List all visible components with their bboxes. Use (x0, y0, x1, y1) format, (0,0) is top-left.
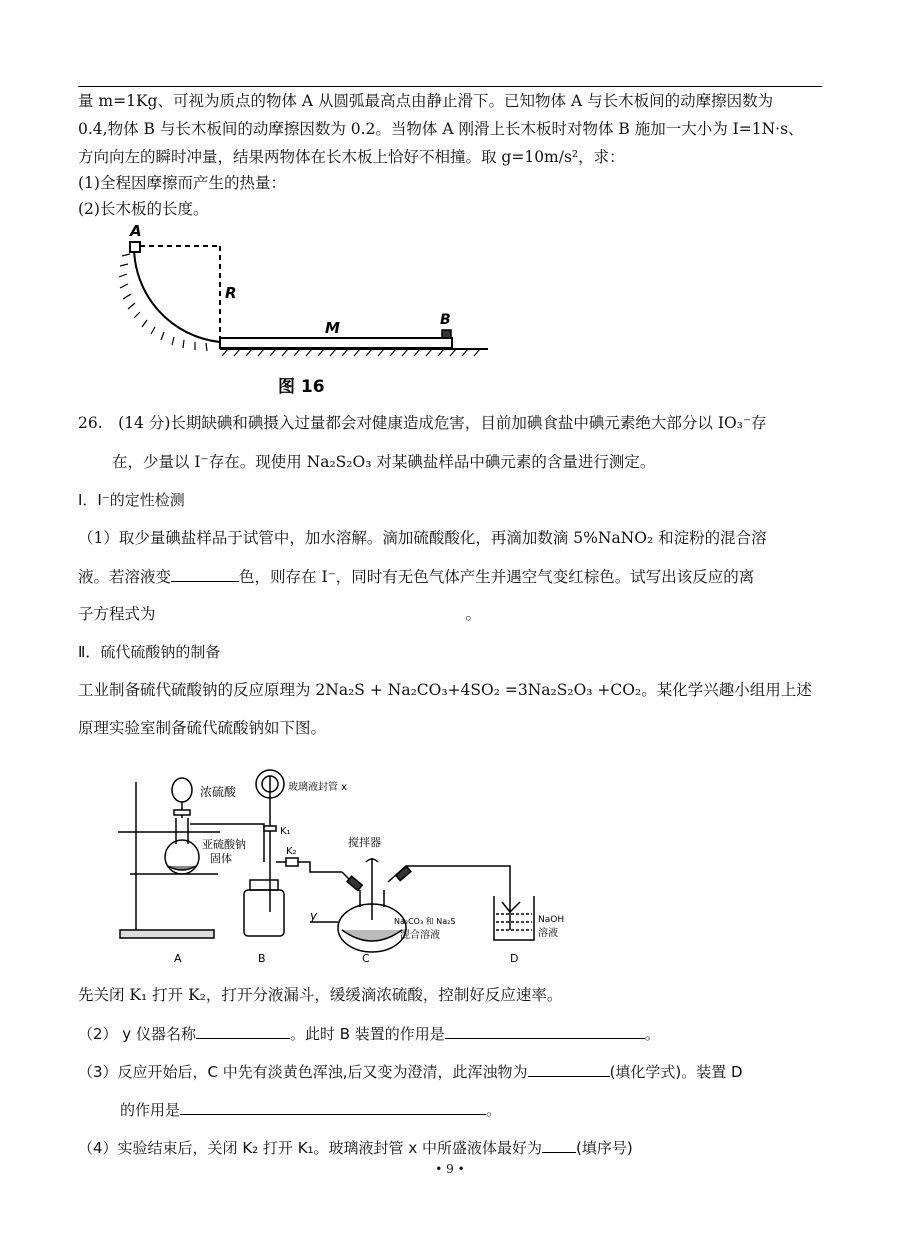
label-r: R (225, 284, 237, 302)
label-k2: K₂ (286, 846, 297, 857)
p26-q3d: 。 (486, 1101, 502, 1119)
p26-q1-line3a: 子方程式为 (78, 605, 156, 623)
radius-guides (140, 246, 220, 338)
label-device-b: B (258, 952, 266, 965)
label-naoh1: NaOH (538, 915, 565, 925)
figure-16 (110, 220, 500, 400)
label-k1: K₁ (280, 826, 291, 837)
p26-q2 (78, 1022, 660, 1045)
page-number: • 9 • (435, 1162, 465, 1176)
p26-q3c: 的作用是 (120, 1101, 181, 1119)
liquid-choice-blank[interactable] (542, 1136, 576, 1153)
label-a: A (130, 222, 142, 240)
block-a (130, 242, 140, 252)
p26-step: 先关闭 K₁ 打开 K₂，打开分液漏斗，缓缓滴浓硫酸，控制好反应速率。 (78, 986, 563, 1004)
p26-q3b: (填化学式)。装置 D (609, 1063, 743, 1081)
p26-section2-title: Ⅱ．硫代硫酸钠的制备 (78, 643, 221, 661)
label-m: M (325, 319, 340, 337)
apparatus-figure (110, 762, 580, 974)
p26-q3-line2 (120, 1098, 501, 1121)
label-sulfite1: 亚硫酸钠 (202, 838, 246, 851)
p26-q1-line2 (78, 565, 754, 588)
p26-q4 (78, 1136, 633, 1159)
p26-q1-line3b: 。 (465, 605, 482, 623)
label-stirrer: 搅拌器 (348, 836, 381, 849)
p25-line1: 量 m=1Kg、可视为质点的物体 A 从圆弧最高点由静止滑下。已知物体 A 与长木板间的动摩擦因数为 (78, 92, 774, 110)
p26-principle1: 工业制备硫代硫酸钠的反应原理为 2Na₂S + Na₂CO₃+4SO₂ =3Na₂S₂O₃ +CO₂。某化学兴趣小组用上述 (78, 681, 812, 699)
ground (220, 349, 488, 356)
p26-q2c: 。 (644, 1025, 660, 1043)
p26-q1-line1: （1）取少量碘盐样品于试管中，加水溶解。滴加硫酸酸化，再滴加数滴 5%NaNO₂ 和淀粉的混合溶 (78, 529, 767, 547)
p26-q1-line2a: 液。若溶液变 (78, 568, 172, 586)
p26-q2b: 。此时 B 装置的作用是 (289, 1025, 445, 1043)
device-b-role-blank[interactable] (445, 1022, 645, 1039)
long-board-m (220, 338, 452, 348)
device-a (118, 778, 264, 938)
label-device-c: C (362, 952, 370, 965)
device-d-role-blank[interactable] (180, 1098, 486, 1115)
label-conc-acid: 浓硫酸 (200, 785, 237, 799)
label-y: y (310, 909, 318, 923)
p26-principle2: 原理实验室制备硫代硫酸钠如下图。 (78, 719, 327, 737)
p25-question1: (1)全程因摩擦而产生的热量： (78, 174, 286, 192)
label-mix2: 混合溶液 (400, 930, 440, 941)
label-sulfite2: 固体 (210, 852, 232, 865)
top-rule (78, 86, 822, 87)
p26-q1-line3 (78, 603, 481, 625)
label-tube-x: 玻璃液封管 x (288, 782, 348, 793)
figure-caption: 图 16 (278, 377, 325, 397)
p26-q1-line2b: 色，则存在 I⁻，同时有无色气体产生并遇空气变红棕色。试写出该反应的离 (239, 568, 755, 586)
color-answer-blank[interactable] (171, 565, 239, 582)
precipitate-formula-blank[interactable] (528, 1060, 610, 1077)
p25-line2: 0.4,物体 B 与长木板间的动摩擦因数为 0.2。当物体 A 刚滑上长木板时对物体 B 施加一大小为 I=1N·s、 (78, 120, 804, 138)
p26-q4b: (填序号) (575, 1139, 633, 1157)
p25-question2: (2)长木板的长度。 (78, 200, 209, 218)
label-mix1: Na₂CO₃ 和 Na₂S (394, 917, 456, 926)
p26-q4a: （4）实验结束后，关闭 K₂ 打开 K₁。玻璃液封管 x 中所盛液体最好为 (78, 1139, 542, 1157)
p26-q3-line1 (78, 1060, 743, 1083)
instrument-name-blank[interactable] (196, 1022, 290, 1039)
p25-line3: 方向向左的瞬时冲量，结果两物体在长木板上恰好不相撞。取 g=10m/s²，求： (78, 148, 625, 166)
p26-intro2: 在，少量以 I⁻存在。现使用 Na₂S₂O₃ 对某碘盐样品中碘元素的含量进行测定。 (112, 453, 656, 471)
label-device-d: D (510, 952, 519, 965)
p26-intro1: 26. (14 分)长期缺碘和碘摄入过量都会对健康造成危害，目前加碘食盐中碘元素绝大部分以 IO₃⁻存 (78, 414, 767, 432)
arc-surface (119, 246, 220, 351)
p26-q3a: （3）反应开始后，C 中先有淡黄色浑浊,后又变为澄清，此浑浊物为 (78, 1063, 528, 1081)
block-b (442, 330, 451, 338)
p26-q2a: （2） y 仪器名称 (78, 1025, 196, 1043)
p26-section1-title: I．I⁻的定性检测 (78, 491, 185, 509)
label-device-a: A (174, 952, 182, 965)
label-b: B (440, 312, 451, 328)
device-d (494, 896, 534, 940)
label-naoh2: 溶液 (538, 928, 558, 939)
